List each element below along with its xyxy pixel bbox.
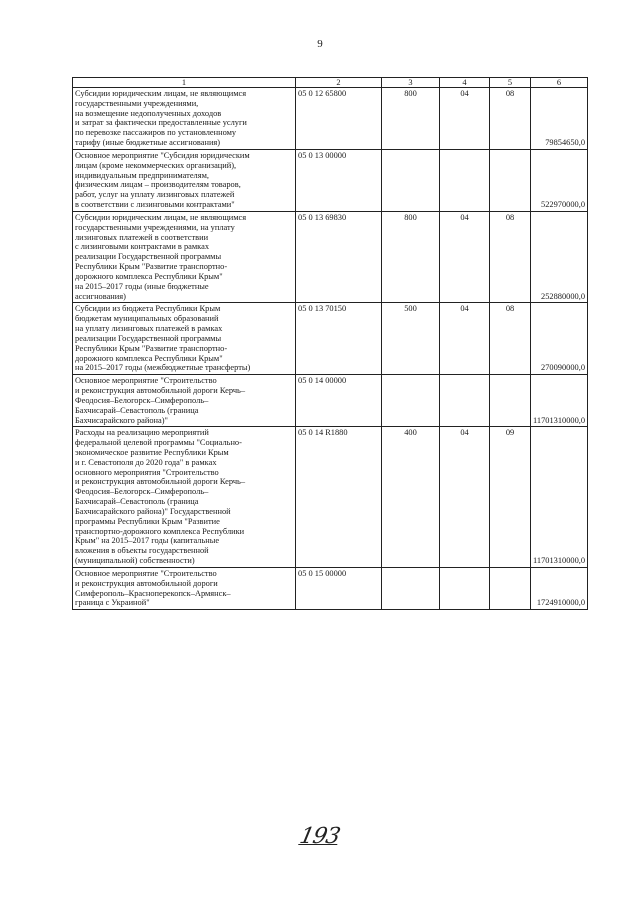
target-code-cell: 05 0 14 00000 [296,375,382,427]
table-header-row [73,78,588,88]
expense-type-cell [382,149,440,211]
amount-cell: 11701310000,0 [531,375,588,427]
section-cell: 04 [440,303,490,375]
expense-name-cell [73,303,296,375]
column-header: 4 [440,78,490,88]
amount-cell: 1724910000,0 [531,567,588,609]
table-row [73,88,588,150]
expense-name-cell [73,88,296,150]
subsection-cell [490,375,531,427]
expense-name-line: государственными учреждениями, [75,98,199,108]
section-cell [440,149,490,211]
expense-name-line: с лизинговыми контрактами в рамках [75,242,210,252]
table-row [73,427,588,568]
expense-name-line: Симферополь–Красноперекопск–Армянск– [75,588,231,598]
table-row [73,149,588,211]
table-row [73,211,588,302]
expense-name-line: Расходы на реализацию мероприятий [75,428,209,438]
subsection-cell: 09 [490,427,531,568]
target-code-cell: 05 0 13 00000 [296,149,382,211]
expense-name-line: Субсидии юридическим лицам, не являющимся [75,212,247,222]
target-code-cell: 05 0 12 65800 [296,88,382,150]
expense-name-line: (муниципальной) собственности) [75,556,195,566]
expense-name-cell [73,211,296,302]
section-cell: 04 [440,88,490,150]
expense-name-cell [73,375,296,427]
budget-table [72,77,588,610]
expense-name-line: бюджетам муниципальных образований [75,314,219,324]
expense-name-line: Республики Крым "Развитие транспортно- [75,262,228,272]
expense-name-line: физическим лицам – производителям товаров, [75,180,241,190]
section-cell: 04 [440,211,490,302]
target-code-cell: 05 0 13 70150 [296,303,382,375]
expense-name-line: и реконструкция автомобильной дороги [75,578,218,588]
expense-name-line: и реконструкция автомобильной дороги Керчь– [75,386,246,396]
amount-cell: 270090000,0 [531,303,588,375]
expense-name-line: на 2015–2017 годы (иные бюджетные [75,281,209,291]
expense-name-line: транспортно-дорожного комплекса Республики [75,526,245,536]
expense-name-line: Республики Крым "Развитие транспортно- [75,343,228,353]
amount-cell: 252880000,0 [531,211,588,302]
expense-name-line: индивидуальным предпринимателям, [75,170,209,180]
expense-name-line: граница с Украиной" [75,598,150,608]
column-header: 6 [531,78,588,88]
section-cell [440,567,490,609]
expense-name-line: Бахчисарай–Севастополь (граница [75,497,199,507]
expense-name-line: основного мероприятия "Строительство [75,467,219,477]
expense-type-cell [382,567,440,609]
expense-name-line: на 2015–2017 годы (межбюджетные трансферты) [75,363,251,373]
expense-name-line: Бахчисарайского района)" [75,415,168,425]
expense-name-line: Бахчисарай–Севастополь (граница [75,405,199,415]
subsection-cell: 08 [490,303,531,375]
subsection-cell: 08 [490,88,531,150]
expense-name-line: работ, услуг на уплату лизинговых платежей [75,190,235,200]
expense-name-line: на возмещение недополученных доходов [75,108,222,118]
expense-name-line: реализации Государственной программы [75,333,222,343]
column-header: 5 [490,78,531,88]
expense-name-line: программы Республики Крым "Развитие [75,516,220,526]
expense-type-cell: 500 [382,303,440,375]
expense-name-line: на уплату лизинговых платежей в рамках [75,324,223,334]
handwritten-page-number: 193 [297,824,342,849]
expense-name-line: Крым" на 2015–2017 годы (капитальные [75,536,220,546]
expense-name-line: лизинговых платежей в соответствии [75,232,209,242]
expense-name-line: дорожного комплекса Республики Крым" [75,353,223,363]
subsection-cell: 08 [490,211,531,302]
expense-name-line: по перевозке пассажиров по установленному [75,128,237,138]
expense-name-line: Бахчисарайского района)" Государственной [75,506,231,516]
expense-name-line: и затрат за фактически предоставленные услуги [75,118,247,128]
table-row [73,375,588,427]
expense-name-line: Субсидии юридическим лицам, не являющимся [75,89,247,98]
target-code-cell: 05 0 14 R1880 [296,427,382,568]
expense-name-line: тарифу (иные бюджетные ассигнования) [75,138,221,148]
expense-name-line: лицам (кроме некоммерческих организаций), [75,160,237,170]
amount-cell: 11701310000,0 [531,427,588,568]
expense-name-line: Субсидии из бюджета Республики Крым [75,304,221,314]
expense-name-line: Феодосия–Белогорск–Симферополь– [75,487,209,497]
column-header: 3 [382,78,440,88]
expense-type-cell: 400 [382,427,440,568]
expense-name-line: в соответствии с лизинговыми контрактами" [75,200,235,210]
expense-type-cell: 800 [382,88,440,150]
amount-cell: 79854650,0 [531,88,588,150]
target-code-cell: 05 0 15 00000 [296,567,382,609]
section-cell: 04 [440,427,490,568]
expense-name-line: федеральной целевой программы "Социально- [75,438,242,448]
column-header: 2 [296,78,382,88]
table-row [73,567,588,609]
amount-cell: 522970000,0 [531,149,588,211]
expense-name-line: Основное мероприятие "Строительство [75,376,217,386]
expense-name-line: экономическое развитие Республики Крым [75,447,229,457]
expense-name-cell [73,149,296,211]
expense-name-cell [73,567,296,609]
expense-name-line: ассигнования) [75,291,126,301]
subsection-cell [490,567,531,609]
expense-name-line: и г. Севастополя до 2020 года" в рамках [75,457,217,467]
expense-name-line: дорожного комплекса Республики Крым" [75,271,223,281]
column-header: 1 [73,78,296,88]
expense-name-line: Основное мероприятие "Субсидия юридическим [75,150,250,160]
expense-type-cell [382,375,440,427]
expense-name-line: государственными учреждениями, на уплату [75,222,235,232]
expense-name-line: и реконструкция автомобильной дороги Керчь– [75,477,246,487]
expense-name-line: Основное мероприятие "Строительство [75,568,217,578]
expense-name-cell [73,427,296,568]
page-number: 9 [317,38,323,50]
subsection-cell [490,149,531,211]
expense-type-cell: 800 [382,211,440,302]
expense-name-line: Феодосия–Белогорск–Симферополь– [75,395,209,405]
target-code-cell: 05 0 13 69830 [296,211,382,302]
section-cell [440,375,490,427]
expense-name-line: реализации Государственной программы [75,252,222,262]
expense-name-line: вложения в объекты государственной [75,546,209,556]
table-row [73,303,588,375]
